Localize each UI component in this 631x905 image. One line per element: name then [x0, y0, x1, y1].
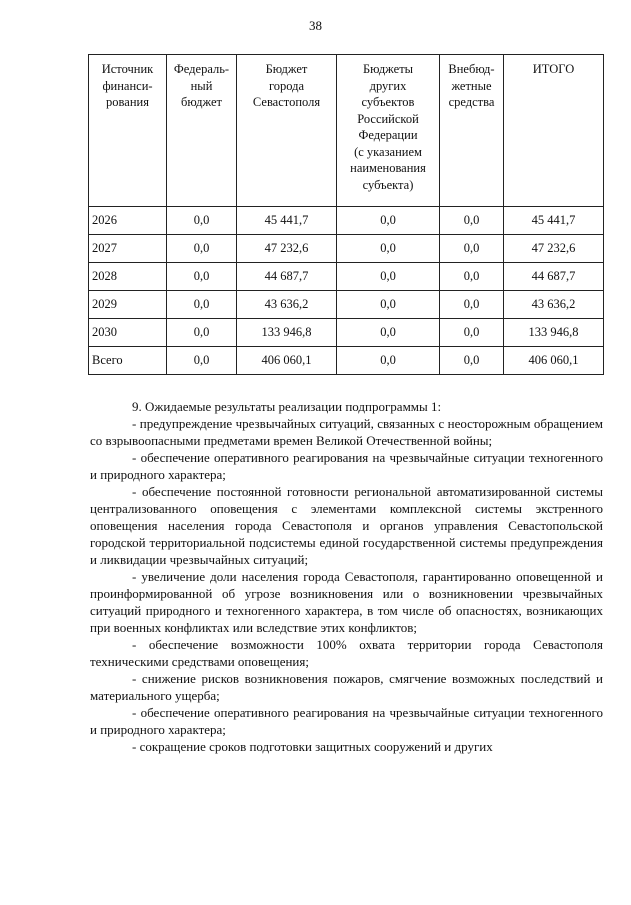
header-federal-budget: Федераль- ный бюджет — [167, 55, 237, 207]
table-row — [89, 207, 604, 235]
table-cell: 0,0 — [167, 207, 237, 235]
list-item: - обеспечение оперативного реагирования на чрезвычайные ситуации техногенного и природного характера; — [90, 705, 603, 737]
table-cell: 0,0 — [337, 207, 440, 235]
table-cell: 0,0 — [167, 347, 237, 375]
table-cell: 45 441,7 — [504, 207, 604, 235]
table-cell: 47 232,6 — [237, 235, 337, 263]
header-total: ИТОГО — [504, 55, 604, 207]
table-cell: 47 232,6 — [504, 235, 604, 263]
list-item: - обеспечение постоянной готовности региональной автоматизированной системы централизованного оповещения с элементами комплексной системы экстренного оповещения населения города Севастополя и органов управления Севастопольской городской территориальной подсистемы единой государственной системы предупреждения и ликвидации чрезвычайных ситуаций; — [90, 484, 603, 567]
table-row — [89, 291, 604, 319]
header-extrabudgetary: Внебюд- жетные средства — [440, 55, 504, 207]
page-number: 38 — [309, 18, 322, 33]
table-cell: 0,0 — [167, 319, 237, 347]
table-cell: 0,0 — [337, 235, 440, 263]
list-item: - обеспечение возможности 100% охвата территории города Севастополя техническими средствами оповещения; — [90, 637, 603, 669]
header-other-subjects-budget: Бюджеты других субъектов Российской Федерации (с указанием наименования субъекта) — [337, 55, 440, 207]
table-cell: 0,0 — [167, 263, 237, 291]
table-cell: 2028 — [89, 263, 167, 291]
table-cell: 0,0 — [337, 263, 440, 291]
table-cell: 0,0 — [440, 235, 504, 263]
table-cell: 133 946,8 — [504, 319, 604, 347]
table-row — [89, 319, 604, 347]
table-cell: 0,0 — [440, 207, 504, 235]
table-cell: 0,0 — [440, 347, 504, 375]
table-cell: 0,0 — [167, 235, 237, 263]
table-cell: 0,0 — [440, 291, 504, 319]
table-cell: 2029 — [89, 291, 167, 319]
list-item: - обеспечение оперативного реагирования на чрезвычайные ситуации техногенного и природного характера; — [90, 450, 603, 482]
table-cell: 0,0 — [337, 347, 440, 375]
table-cell: 44 687,7 — [504, 263, 604, 291]
list-item: - предупреждение чрезвычайных ситуаций, связанных с неосторожным обращением со взрывоопасными предметами времен Великой Отечественной войны; — [90, 416, 603, 448]
list-item: - сокращение сроков подготовки защитных сооружений и других — [132, 739, 493, 754]
list-item: - снижение рисков возникновения пожаров, смягчение возможных последствий и материального ущерба; — [90, 671, 603, 703]
list-item: - увеличение доли населения города Севастополя, гарантированно оповещенной и проинформированной об угрозе возникновения или о возникновении чрезвычайных ситуаций природного и техногенного характера, в том числе об опасностях, возникающих при военных конфликтах или вследствие этих конфликтов; — [90, 569, 603, 635]
section-heading: 9. Ожидаемые результаты реализации подпрограммы 1: — [132, 399, 442, 414]
expected-results-section — [90, 398, 603, 755]
table-cell: 0,0 — [337, 319, 440, 347]
table-cell: 0,0 — [337, 291, 440, 319]
table-row — [89, 263, 604, 291]
table-cell: 2027 — [89, 235, 167, 263]
table-cell: 406 060,1 — [504, 347, 604, 375]
header-sevastopol-budget: Бюджет города Севастополя — [237, 55, 337, 207]
table-cell: 0,0 — [440, 263, 504, 291]
table-cell: 406 060,1 — [237, 347, 337, 375]
financing-table — [88, 54, 604, 375]
table-row — [89, 235, 604, 263]
table-cell: 133 946,8 — [237, 319, 337, 347]
table-cell: Всего — [89, 347, 167, 375]
table-row-total — [89, 347, 604, 375]
table-cell: 43 636,2 — [504, 291, 604, 319]
table-cell: 44 687,7 — [237, 263, 337, 291]
table-cell: 0,0 — [167, 291, 237, 319]
table-cell: 43 636,2 — [237, 291, 337, 319]
table-cell: 2026 — [89, 207, 167, 235]
table-cell: 2030 — [89, 319, 167, 347]
table-cell: 0,0 — [440, 319, 504, 347]
table-header-row — [89, 55, 604, 207]
table-cell: 45 441,7 — [237, 207, 337, 235]
header-source: Источник финанси- рования — [89, 55, 167, 207]
